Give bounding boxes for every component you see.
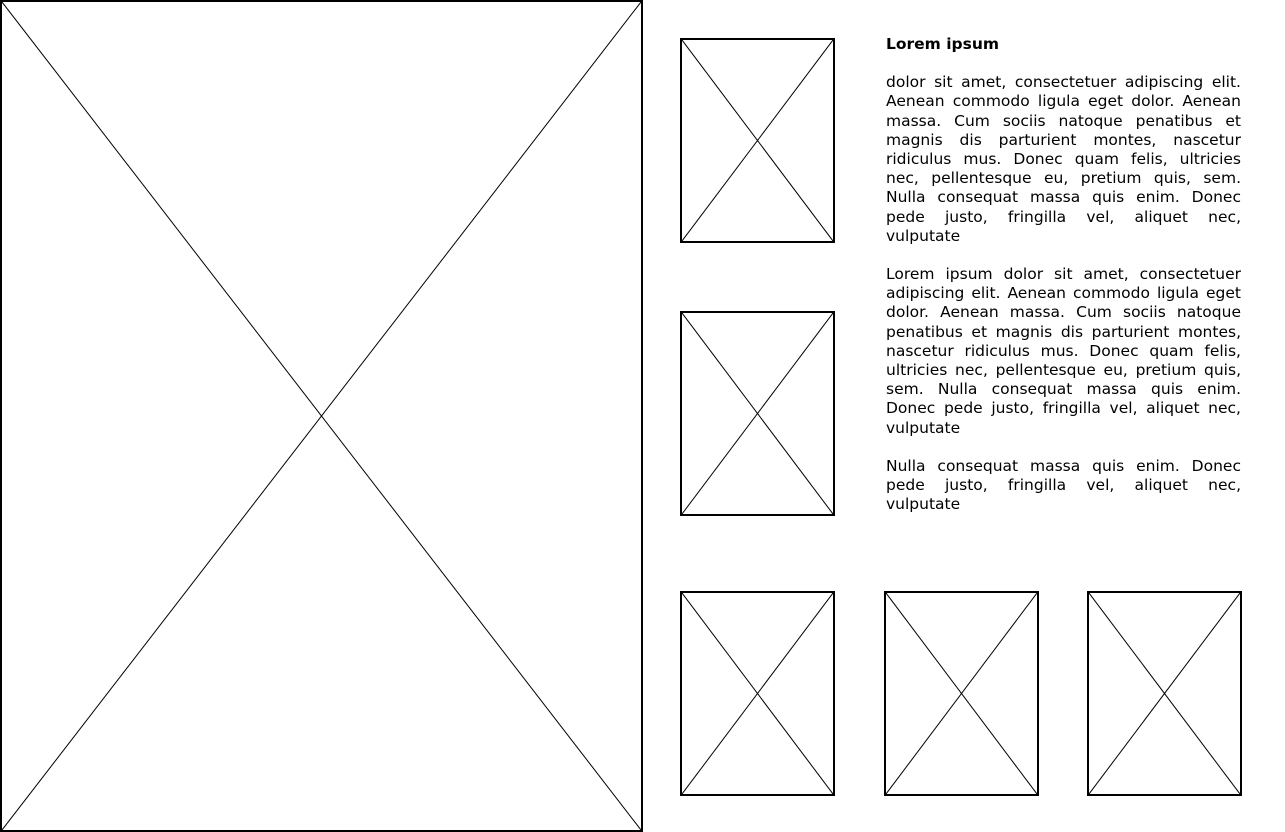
article-paragraph-2: Lorem ipsum dolor sit amet, consectetuer adipiscing elit. Aenean commodo ligula eget dolor. Aenean massa. Cum sociis natoque penatibus et magnis dis parturient montes, nascetur ridiculus mus. Donec quam felis, ultricies nec, pellentesque eu, pretium quis, sem. Nulla consequat massa quis enim. Donec pede justo, fringilla vel, aliquet nec, vulputate	[886, 265, 1241, 437]
article-paragraph-3: Nulla consequat massa quis enim. Donec pede justo, fringilla vel, aliquet nec, vulputate	[886, 456, 1241, 514]
article-text	[886, 35, 1241, 533]
article-heading: Lorem ipsum	[886, 35, 1000, 53]
bottom-image-placeholder-1	[680, 591, 835, 796]
image-placeholder-icon	[1089, 593, 1240, 794]
bottom-image-placeholder-2	[884, 591, 1039, 796]
image-placeholder-icon	[2, 2, 641, 830]
image-placeholder-icon	[682, 313, 833, 514]
image-placeholder-icon	[682, 40, 833, 241]
bottom-image-placeholder-3	[1087, 591, 1242, 796]
side-image-placeholder-1	[680, 38, 835, 243]
image-placeholder-icon	[886, 593, 1037, 794]
article-paragraph-1: dolor sit amet, consectetuer adipiscing elit. Aenean commodo ligula eget dolor. Aenean massa. Cum sociis natoque penatibus et magnis dis parturient montes, nascetur ridiculus mus. Donec quam felis, ultricies nec, pellentesque eu, pretium quis, sem. Nulla consequat massa quis enim. Donec pede justo, fringilla vel, aliquet nec, vulputate	[886, 73, 1241, 245]
side-image-placeholder-2	[680, 311, 835, 516]
image-placeholder-icon	[682, 593, 833, 794]
